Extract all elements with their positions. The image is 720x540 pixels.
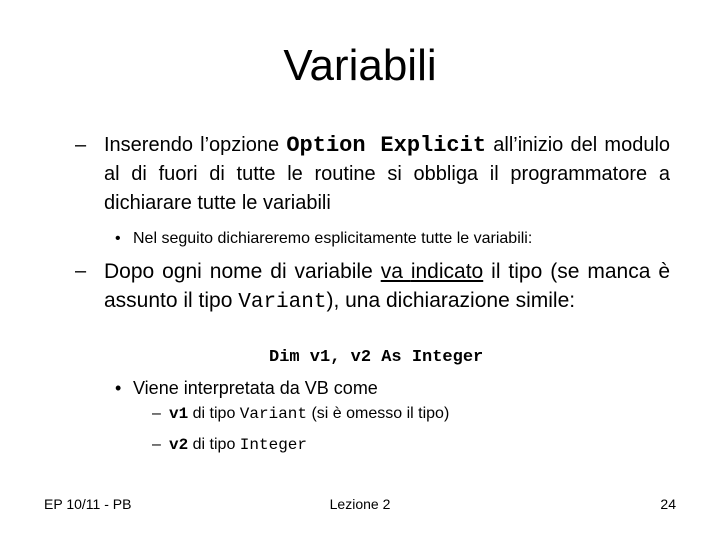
underlined-indicato: indicato xyxy=(410,260,484,283)
sub-item-note: (si è omesso il tipo) xyxy=(307,405,450,422)
bullet-text-end: all’inizio del modulo al di fuori di tutte le routine si obbliga il programmatore a dichiarare tutte le variabili xyxy=(104,134,671,214)
bullet-text xyxy=(104,131,670,218)
footer-lecture: Lezione 2 xyxy=(329,496,391,512)
dash-marker: – xyxy=(152,436,161,453)
sub-bullet-text: Nel seguito dichiareremo esplicitamente tutte le variabili: xyxy=(133,230,533,247)
bullet-text-end: ), una dichiarazione simile: xyxy=(326,289,576,312)
sub-bullet-declare-all xyxy=(115,228,532,250)
code-variant: Variant xyxy=(238,291,327,314)
footer-course: EP 10/11 - PB xyxy=(44,496,132,512)
bullet-marker: • xyxy=(115,230,121,247)
sub-item-v2 xyxy=(152,434,307,456)
var-name: v2 xyxy=(169,436,189,454)
underlined-va: va xyxy=(380,260,411,283)
dash-marker: – xyxy=(152,405,161,422)
bullet-text-start: Inserendo l’opzione xyxy=(104,134,287,156)
var-type: Variant xyxy=(239,405,308,423)
bullet-marker: • xyxy=(115,378,122,398)
bullet-text xyxy=(104,257,670,317)
sub-bullet-text: Viene interpretata da VB come xyxy=(133,378,378,398)
code-option-explicit: Option Explicit xyxy=(286,133,487,158)
dash-marker: – xyxy=(75,260,87,282)
sub-item-text: di tipo xyxy=(188,405,240,422)
var-type: Integer xyxy=(239,436,308,454)
bullet-type-declaration xyxy=(75,257,670,317)
slide-title: Variabili xyxy=(283,41,437,90)
var-name: v1 xyxy=(169,405,189,423)
footer-page-number: 24 xyxy=(660,496,676,512)
code-dim-statement: Dim v1, v2 As Integer xyxy=(269,348,484,367)
bullet-option-explicit xyxy=(75,131,670,218)
dash-marker: – xyxy=(75,134,87,156)
bullet-text-middle: il tipo (se manca è assunto il tipo xyxy=(104,260,670,312)
bullet-text-start: Dopo ogni nome di variabile xyxy=(104,260,381,283)
sub-bullet-interpreted xyxy=(115,376,378,400)
sub-item-text: di tipo xyxy=(188,436,240,453)
sub-item-v1 xyxy=(152,403,449,425)
